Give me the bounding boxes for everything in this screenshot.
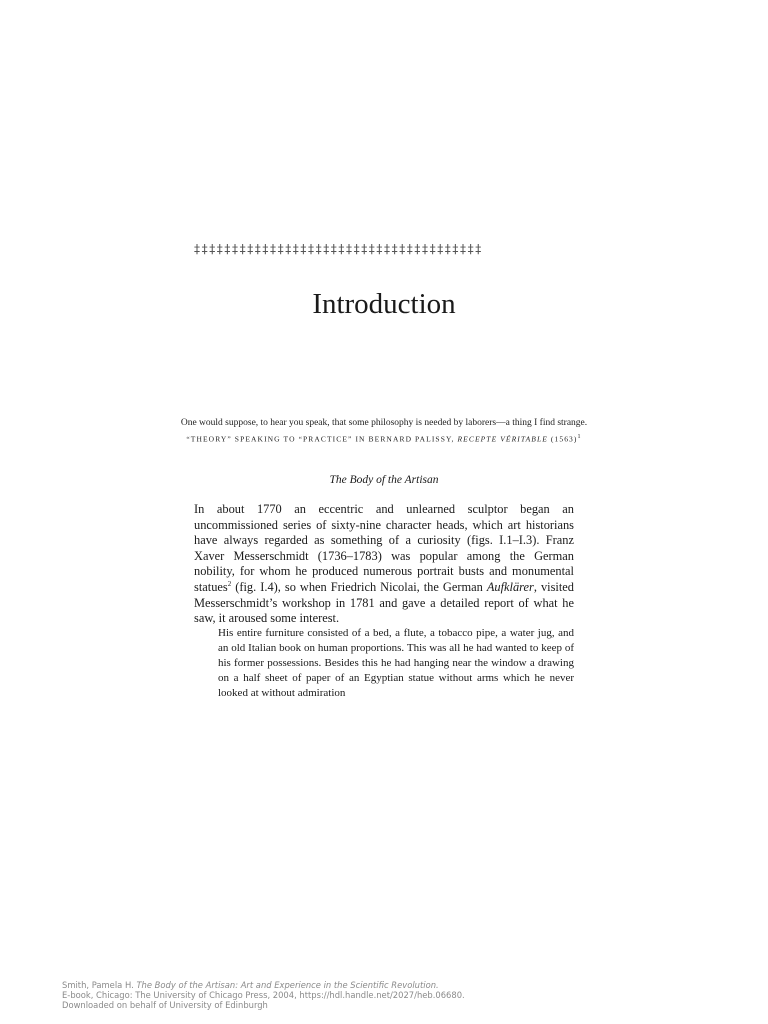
footer-line-publication: E-book, Chicago: The University of Chicago Press, 2004, https://hdl.handle.net/2027/heb.06680. <box>62 990 465 1000</box>
citation-footer <box>62 980 702 1010</box>
chapter-title: Introduction <box>312 288 456 320</box>
footer-author: Smith, Pamela H. <box>62 980 137 990</box>
body-paragraph <box>194 502 574 627</box>
attribution-work: RECEPTE VÉRITABLE <box>457 434 548 444</box>
epigraph-attribution <box>150 430 618 447</box>
body-text-2: (fig. I.4), so when Friedrich Nicolai, the German <box>231 579 487 594</box>
body-text-1: In about 1770 an eccentric and unlearned sculptor began an uncommissioned series of sixty-nine character heads, which art historians have always regarded as something of a curiosity (figs. I.1–I.3). Franz Xaver Messerschmidt (1736–1783) was popular among the German nobility, for whom he produced numerous portrait busts and monumental statues <box>194 502 574 594</box>
footer-line-download: Downloaded on behalf of University of Edinburgh <box>62 1000 268 1010</box>
note-reference[interactable]: 2 <box>227 579 232 588</box>
footer-line-citation <box>62 980 702 990</box>
ornamental-rule: ‡‡‡‡‡‡‡‡‡‡‡‡‡‡‡‡‡‡‡‡‡‡‡‡‡‡‡‡‡‡‡‡‡‡‡‡‡‡ <box>194 242 483 256</box>
section-heading: The Body of the Artisan <box>329 474 439 486</box>
attribution-prefix: “THEORY” SPEAKING TO “PRACTICE” IN BERNARD PALISSY, <box>186 434 458 444</box>
block-quote: His entire furniture consisted of a bed, a flute, a tobacco pipe, a water jug, and an old Italian book on human proportions. This was all he had wanted to keep of his former possessions. Besides this he had hanging near the window a drawing on a half sheet of paper of an Egyptian statue without arms which he never looked at without admiration <box>218 627 574 699</box>
body-italic-term: Aufklärer <box>486 579 534 594</box>
body-text-3: , visited Messerschmidt’s workshop in 1781 and gave a detailed report of what he saw, it aroused some interest. <box>194 579 574 626</box>
attribution-year: (1563) <box>547 434 578 444</box>
footer-book-title: The Body of the Artisan: Art and Experience in the Scientific Revolution. <box>136 980 439 990</box>
note-reference[interactable]: 1 <box>577 434 582 440</box>
epigraph-quote: One would suppose, to hear you speak, that some philosophy is needed by laborers—a thing I find strange. <box>180 418 588 428</box>
epigraph <box>150 416 618 447</box>
